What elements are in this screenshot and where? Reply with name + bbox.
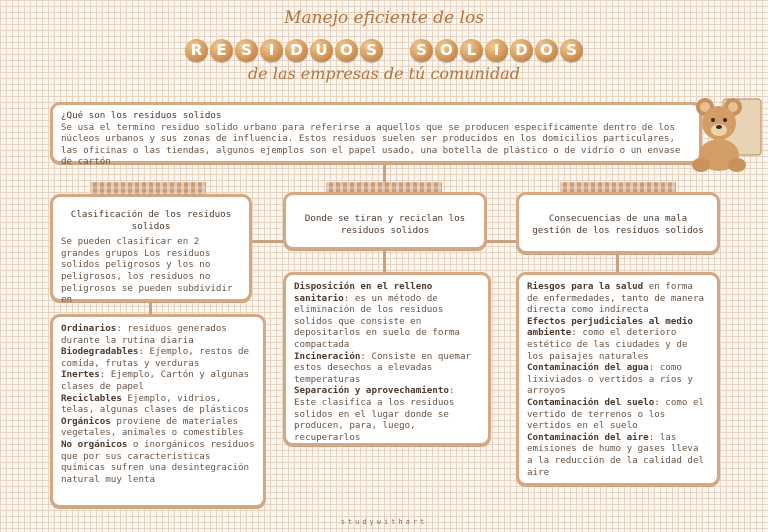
list-item [61,323,255,346]
title-letter: S [235,39,258,62]
title-letter: O [535,39,558,62]
title-bottom: de las empresas de tú comunidad [248,64,520,83]
title-letter: O [335,39,358,62]
list-item-text: : Consiste en quemar estos desechos a elevadas temperaturas [294,350,472,385]
list-item [527,397,709,432]
title-letter: D [285,39,308,62]
list-item [527,362,709,397]
title-letter: S [560,39,583,62]
list-item-text: : Este clasifica a los residuos solidos en el lugar donde se producen, para, luego, recuperarlos [294,385,455,443]
teddy-bear-icon [683,93,763,173]
intro-heading: ¿Qué son los residuos solidos [61,110,222,121]
title-letter: I [485,39,508,62]
title-letter: O [435,39,458,62]
list-item-text: : como el deterioro estético de las ciudades y de los paisajes naturales [527,327,688,362]
col3-title: Consecuencias de una mala gestión de los residuos solidos [532,213,704,236]
list-item [61,346,255,369]
col3-list-box [516,272,720,486]
list-item-term: Ordinarios [61,323,117,334]
col1-title: Clasificación de los residuos solidos [70,209,232,232]
list-item-term: Incineración [294,350,361,362]
col2-title: Donde se tiran y reciclan los residuos solidos [304,213,466,236]
list-item [61,416,255,439]
list-item [294,281,480,351]
list-item-term: Separación y aprovechamiento [294,385,449,397]
list-item-text: : Ejemplo, restos de comida, frutas y verduras [61,346,250,369]
list-item-text: : residuos generados durante la rutina diaria [61,323,227,346]
intro-box [50,102,702,168]
list-item-text: o inorgánicos residuos que por sus caracteristicas químicas sufren una desintegración natural muy lenta [61,438,255,485]
main-title [0,32,768,62]
list-item-text: : como el vertido de terrenos o los vertidos en el suelo [527,396,705,432]
list-item-text: : como lixiviados o vertidos a ríos y arroyos [527,362,693,397]
title-letter: U [310,39,333,62]
list-item [527,316,709,362]
list-item-term: No orgánicos [61,438,128,450]
list-item-text: proviene de materiales vegetales, animales o comestibles [61,415,244,439]
col1-summary: Se pueden clasificar en 2 grandes grupos Los residuos solidos peligrosos y los no peligrosos, los residuos no peligrosos se pueden subdividir en [61,236,233,306]
list-item-term: Biodegradables [61,346,139,358]
col3-title-box [516,192,720,254]
list-item [61,369,255,392]
list-item-term: Disposición en el relleno sanitario [294,281,433,304]
intro-text: Se usa el termino residuo solido urbano para referirse a aquellos que se producen especificamente dentro de los núcleos urbanos y sus zonas de influencia. Estos residuos suelen ser producidos en los domicilios particulares, las oficinas o las tiendas, algunos ejemplos son el papel usado, una botella de plástico o de vidrio o un envase de cartón [61,121,681,168]
list-item [527,432,709,478]
list-item-text: : Ejemplo, Cartón y algunas clases de papel [61,369,250,392]
title-letter: I [260,39,283,62]
connector-col3 [616,254,619,272]
list-item [61,393,255,416]
title-letter: S [410,39,433,62]
list-item [61,439,255,485]
title-letter: E [210,39,233,62]
list-item-text: Ejemplo, vidrios, telas, algunas clases de plásticos [61,392,250,416]
list-item-term: Efectos perjudiciales al medio ambiente [527,315,693,339]
connector-col2 [383,250,386,272]
col1-list-box [50,314,266,508]
title-letter: L [460,39,483,62]
list-item-term: Contaminación del aire [527,431,649,443]
col2-list-box [283,272,491,446]
footer-credit: studywithart [340,518,428,526]
list-item-term: Contaminación del agua [527,362,649,374]
title-letter: D [510,39,533,62]
list-item-term: Orgánicos [61,415,111,427]
title-top: Manejo eficiente de los [284,8,484,28]
list-item-term: Inertes [61,369,100,381]
list-item [527,281,709,316]
list-item [294,385,480,443]
list-item-term: Riesgos para la salud [527,281,644,292]
col2-title-box [283,192,487,250]
title-letter: R [185,39,208,62]
list-item-text: : es un método de eliminación de los residuos solidos que consiste en depositarlos en suelo de forma compactada [294,292,460,350]
list-item-term: Contaminación del suelo [527,396,655,408]
col1-summary-box [50,194,252,306]
list-item-text: : las emisiones de humo y gases lleva a la reducción de la calidad del aire [527,431,705,478]
title-letter: S [360,39,383,62]
list-item-text: en forma de enfermedades, tanto de manera directa como indirecta [527,281,705,316]
list-item [294,351,480,386]
list-item-term: Reciclables [61,392,122,404]
